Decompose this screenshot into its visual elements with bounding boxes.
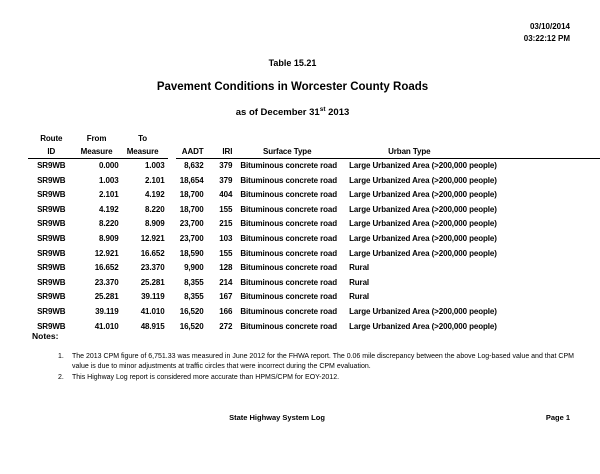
page-title: Pavement Conditions in Worcester County Roads: [156, 81, 429, 93]
cell-iri: 379: [219, 175, 233, 185]
cell-spacer: [168, 290, 176, 305]
pavement-table-body: [28, 159, 600, 335]
cell-surface-type: Bituminous concrete road: [240, 233, 338, 243]
cell-to-measure: 48.915: [140, 321, 165, 331]
cell-aadt: 8,355: [184, 292, 204, 302]
cell-from-measure: 16.652: [94, 263, 119, 273]
note-number: 1.: [58, 353, 64, 360]
notes-heading: Notes:: [32, 331, 59, 341]
table-row: [28, 232, 600, 247]
cell-to-measure: 2.101: [145, 175, 165, 185]
cell-surface-type: Bituminous concrete road: [240, 263, 338, 273]
cell-spacer: [168, 159, 176, 174]
cell-from-measure: 2.101: [99, 190, 119, 200]
notes-list: [58, 352, 590, 383]
header-from-line2: Measure: [75, 145, 121, 159]
cell-iri: 128: [219, 263, 233, 273]
table-row: [28, 290, 600, 305]
cell-surface-type: Bituminous concrete road: [240, 161, 338, 170]
footer-title: State Highway System Log: [229, 413, 325, 422]
cell-to-measure: 4.192: [145, 190, 165, 200]
cell-spacer: [168, 203, 176, 218]
cell-surface-type: Bituminous concrete road: [240, 175, 338, 185]
cell-urban-type: Rural: [349, 292, 370, 302]
cell-to-measure: 8.220: [145, 204, 165, 214]
cell-route-id: SR9WB: [37, 263, 66, 273]
pavement-conditions-table: [28, 133, 600, 334]
print-time: 03:22:12 PM: [523, 33, 570, 43]
cell-spacer: [168, 232, 176, 247]
cell-aadt: 23,700: [179, 219, 204, 229]
as-of-prefix: as of December 31: [235, 107, 320, 119]
table-row: [28, 203, 600, 218]
cell-surface-type: Bituminous concrete road: [240, 248, 338, 258]
note-text: This Highway Log report is considered more accurate than HPMS/CPM for EOY-2012.: [72, 373, 340, 381]
cell-to-measure: 8.909: [145, 219, 165, 229]
cell-route-id: SR9WB: [37, 233, 66, 243]
cell-to-measure: 12.921: [140, 233, 165, 243]
header-row-2: [28, 145, 600, 159]
as-of-date: [0, 104, 585, 118]
note-number: 2.: [58, 373, 64, 381]
table-row: [28, 188, 600, 203]
table-row: [28, 217, 600, 232]
cell-spacer: [168, 261, 176, 276]
cell-spacer: [168, 276, 176, 291]
header-from-line1: From: [86, 134, 107, 143]
cell-from-measure: 8.909: [99, 233, 119, 243]
header-route-line1: Route: [40, 134, 63, 143]
header-iri: IRI: [204, 145, 235, 159]
cell-surface-type: Bituminous concrete road: [240, 219, 338, 229]
cell-urban-type: Large Urbanized Area (>200,000 people): [349, 204, 497, 214]
cell-from-measure: 23.370: [94, 277, 119, 287]
cell-aadt: 18,700: [179, 204, 204, 214]
cell-iri: 155: [219, 204, 233, 214]
note-item: [58, 352, 590, 373]
cell-urban-type: Large Urbanized Area (>200,000 people): [349, 233, 497, 243]
cell-route-id: SR9WB: [37, 219, 66, 229]
table-row: [28, 320, 600, 335]
header-urban-type: Urban Type: [340, 145, 600, 159]
cell-to-measure: 25.281: [140, 277, 165, 287]
cell-iri: 215: [219, 219, 233, 229]
cell-urban-type: Large Urbanized Area (>200,000 people): [349, 306, 497, 316]
cell-from-measure: 41.010: [94, 321, 119, 331]
table-row: [28, 247, 600, 262]
header-empty-aadt: [176, 133, 204, 145]
cell-aadt: 8,355: [184, 277, 204, 287]
cell-iri: 103: [219, 233, 233, 243]
cell-iri: 379: [219, 161, 233, 170]
header-row-1: [28, 133, 600, 145]
cell-route-id: SR9WB: [37, 321, 66, 331]
cell-from-measure: 0.000: [99, 161, 119, 170]
cell-urban-type: Rural: [349, 277, 370, 287]
cell-surface-type: Bituminous concrete road: [240, 204, 338, 214]
cell-iri: 155: [219, 248, 233, 258]
header-aadt: AADT: [176, 145, 204, 159]
header-spacer-2: [168, 145, 176, 159]
cell-spacer: [168, 320, 176, 335]
cell-to-measure: 16.652: [140, 248, 165, 258]
table-number: Table 15.21: [268, 58, 317, 68]
cell-route-id: SR9WB: [37, 306, 66, 316]
cell-urban-type: Large Urbanized Area (>200,000 people): [349, 190, 497, 200]
cell-route-id: SR9WB: [37, 175, 66, 185]
table-row: [28, 261, 600, 276]
cell-from-measure: 25.281: [94, 292, 119, 302]
table-row: [28, 276, 600, 291]
cell-iri: 272: [219, 321, 233, 331]
cell-surface-type: Bituminous concrete road: [240, 306, 338, 316]
cell-to-measure: 1.003: [145, 161, 165, 170]
header-empty-iri: [204, 133, 235, 145]
cell-route-id: SR9WB: [37, 277, 66, 287]
cell-aadt: 8,632: [184, 161, 204, 170]
cell-route-id: SR9WB: [37, 190, 66, 200]
cell-route-id: SR9WB: [37, 292, 66, 302]
cell-surface-type: Bituminous concrete road: [240, 292, 338, 302]
cell-from-measure: 1.003: [99, 175, 119, 185]
table-row: [28, 174, 600, 189]
header-spacer: [168, 133, 176, 145]
cell-urban-type: Large Urbanized Area (>200,000 people): [349, 175, 497, 185]
cell-to-measure: 41.010: [140, 306, 165, 316]
header-to-line1: To: [138, 134, 148, 143]
table-row: [28, 159, 600, 174]
cell-surface-type: Bituminous concrete road: [240, 321, 338, 331]
cell-aadt: 23,700: [179, 233, 204, 243]
as-of-superscript: st: [319, 106, 326, 113]
cell-aadt: 18,700: [179, 190, 204, 200]
cell-from-measure: 12.921: [94, 248, 119, 258]
table-row: [28, 305, 600, 320]
header-route-line2: ID: [28, 145, 75, 159]
table-header: [28, 133, 600, 159]
cell-surface-type: Bituminous concrete road: [240, 277, 338, 287]
note-item: [58, 373, 590, 383]
cell-to-measure: 39.119: [141, 292, 165, 302]
cell-spacer: [168, 174, 176, 189]
cell-spacer: [168, 305, 176, 320]
header-empty-surface: [234, 133, 340, 145]
print-datetime: [524, 21, 570, 44]
cell-route-id: SR9WB: [37, 204, 66, 214]
as-of-suffix: 2013: [325, 107, 350, 119]
cell-spacer: [168, 217, 176, 232]
header-to-line2: Measure: [121, 145, 168, 159]
print-date: 03/10/2014: [529, 22, 570, 31]
cell-urban-type: Large Urbanized Area (>200,000 people): [349, 219, 497, 229]
note-text: The 2013 CPM figure of 6,751.33 was measured in June 2012 for the FHWA report. The 0.06 mile discrepancy between the above Log-based value and that CPM value is due to minor adjustments at traffic circles that were incorrect during the CPM evaluation.: [72, 353, 574, 371]
cell-urban-type: Large Urbanized Area (>200,000 people): [349, 321, 497, 331]
cell-iri: 166: [219, 306, 233, 316]
cell-route-id: SR9WB: [37, 161, 66, 170]
cell-from-measure: 39.119: [95, 306, 119, 316]
cell-aadt: 16,520: [179, 321, 204, 331]
cell-urban-type: Large Urbanized Area (>200,000 people): [349, 248, 497, 258]
cell-from-measure: 4.192: [99, 204, 119, 214]
cell-urban-type: Rural: [349, 263, 370, 273]
cell-iri: 167: [219, 292, 233, 302]
cell-aadt: 9,900: [184, 263, 204, 273]
cell-surface-type: Bituminous concrete road: [240, 190, 338, 200]
cell-route-id: SR9WB: [37, 248, 66, 258]
cell-iri: 214: [219, 277, 233, 287]
cell-spacer: [168, 188, 176, 203]
cell-iri: 404: [219, 190, 233, 200]
cell-aadt: 18,590: [179, 248, 204, 258]
cell-to-measure: 23.370: [140, 263, 165, 273]
cell-from-measure: 8.220: [99, 219, 119, 229]
cell-aadt: 18,654: [179, 175, 204, 185]
cell-spacer: [168, 247, 176, 262]
cell-aadt: 16,520: [179, 306, 204, 316]
footer-page-number: Page 1: [545, 413, 570, 422]
header-surface-type: Surface Type: [234, 145, 340, 159]
cell-urban-type: Large Urbanized Area (>200,000 people): [349, 161, 497, 170]
header-empty-urban: [340, 133, 600, 145]
